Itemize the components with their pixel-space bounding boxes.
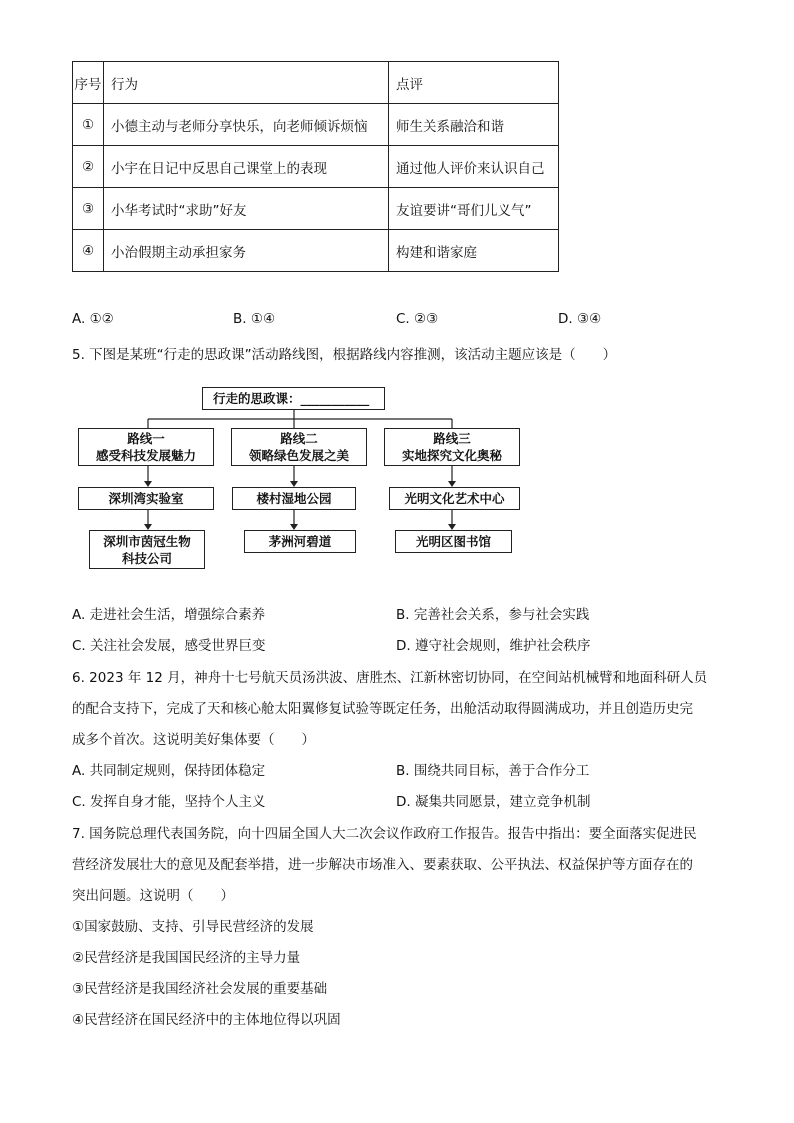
header-comment: 点评 bbox=[389, 62, 559, 104]
row-behavior: 小治假期主动承担家务 bbox=[104, 230, 389, 272]
route2-name: 路线二 bbox=[280, 431, 318, 446]
route1-stop2-line1: 深圳市茵冠生物 bbox=[103, 533, 191, 549]
row-index: ① bbox=[73, 104, 104, 146]
route3-stop2-label: 光明区图书馆 bbox=[415, 534, 491, 549]
q5-option-a: A. 走进社会生活，增强综合素养 bbox=[72, 607, 266, 623]
q5-option-d: D. 遵守社会规则，维护社会秩序 bbox=[396, 638, 591, 654]
route2-box bbox=[231, 428, 367, 466]
header-index: 序号 bbox=[73, 62, 104, 104]
q6-stem-line3: 成多个首次。这说明美好集体要（ ） bbox=[72, 732, 315, 748]
route2-stop2 bbox=[244, 530, 356, 553]
q7-stem-line2: 营经济发展壮大的意见及配套举措，进一步解决市场准入、要素获取、公平执法、权益保护等方面存在的 bbox=[72, 857, 693, 873]
route2-stop2-label: 茅洲河碧道 bbox=[268, 534, 332, 549]
row-index: ③ bbox=[73, 188, 104, 230]
row-comment: 友谊要讲“哥们儿义气” bbox=[389, 188, 559, 230]
route3-stop1-label: 光明文化艺术中心 bbox=[404, 491, 505, 506]
q6-stem-line1: 6. 2023 年 12 月，神舟十七号航天员汤洪波、唐胜杰、江新林密切协同，在空间站机械臂和地面科研人员 bbox=[72, 670, 708, 686]
route3-stop2 bbox=[395, 530, 512, 553]
row-behavior: 小华考试时“求助”好友 bbox=[104, 188, 389, 230]
q6-option-a: A. 共同制定规则，保持团体稳定 bbox=[72, 763, 266, 779]
route1-stop1-label: 深圳湾实验室 bbox=[108, 491, 184, 506]
q7-item-3: ③民营经济是我国经济社会发展的重要基础 bbox=[72, 981, 328, 997]
q4-option-b: B. ①④ bbox=[233, 311, 276, 327]
q5-option-b: B. 完善社会关系，参与社会实践 bbox=[396, 607, 590, 623]
row-comment: 构建和谐家庭 bbox=[389, 230, 559, 272]
route1-stop2-line2: 科技公司 bbox=[121, 550, 172, 566]
diagram-title: 行走的思政课：___________ bbox=[213, 391, 370, 406]
q4-option-c: C. ②③ bbox=[396, 311, 439, 327]
row-comment: 师生关系融洽和谐 bbox=[389, 104, 559, 146]
route3-box bbox=[384, 428, 520, 466]
q7-stem-line3: 突出问题。这说明（ ） bbox=[72, 888, 234, 904]
row-index: ④ bbox=[73, 230, 104, 272]
header-behavior: 行为 bbox=[104, 62, 389, 104]
route3-stop1 bbox=[389, 487, 520, 510]
q7-item-1: ①国家鼓励、支持、引导民营经济的发展 bbox=[72, 919, 314, 935]
row-behavior: 小宇在日记中反思自己课堂上的表现 bbox=[104, 146, 389, 188]
row-comment: 通过他人评价来认识自己 bbox=[389, 146, 559, 188]
route3-name: 路线三 bbox=[433, 431, 471, 446]
route1-box bbox=[78, 428, 214, 466]
q7-item-2: ②民营经济是我国国民经济的主导力量 bbox=[72, 950, 301, 966]
row-index: ② bbox=[73, 146, 104, 188]
q5-option-c: C. 关注社会发展，感受世界巨变 bbox=[72, 638, 266, 654]
q5-stem: 5. 下图是某班“行走的思政课”活动路线图，根据路线内容推测，该活动主题应该是（ ） bbox=[72, 347, 617, 363]
route1-stop2 bbox=[89, 530, 205, 569]
route1-desc: 感受科技发展魅力 bbox=[95, 448, 196, 463]
q6-option-d: D. 凝集共同愿景，建立竞争机制 bbox=[396, 794, 591, 810]
route1-name: 路线一 bbox=[127, 431, 165, 446]
route2-stop1 bbox=[232, 487, 356, 510]
diagram-title-box bbox=[202, 387, 385, 410]
route1-stop1 bbox=[78, 487, 214, 510]
q4-option-d: D. ③④ bbox=[558, 311, 602, 327]
q4-option-a: A. ①② bbox=[72, 311, 114, 327]
route2-desc: 领略绿色发展之美 bbox=[248, 448, 349, 463]
row-behavior: 小德主动与老师分享快乐，向老师倾诉烦恼 bbox=[104, 104, 389, 146]
q6-stem-line2: 的配合支持下，完成了天和核心舱太阳翼修复试验等既定任务，出舱活动取得圆满成功，并且创造历史完 bbox=[72, 701, 693, 717]
q6-option-c: C. 发挥自身才能，坚持个人主义 bbox=[72, 794, 266, 810]
route2-stop1-label: 楼村湿地公园 bbox=[256, 491, 332, 506]
q6-option-b: B. 围绕共同目标，善于合作分工 bbox=[396, 763, 590, 779]
q7-item-4: ④民营经济在国民经济中的主体地位得以巩固 bbox=[72, 1012, 341, 1028]
route3-desc: 实地探究文化奥秘 bbox=[401, 448, 502, 463]
q7-stem-line1: 7. 国务院总理代表国务院，向十四届全国人大二次会议作政府工作报告。报告中指出：要全面落实促进民 bbox=[72, 826, 697, 842]
